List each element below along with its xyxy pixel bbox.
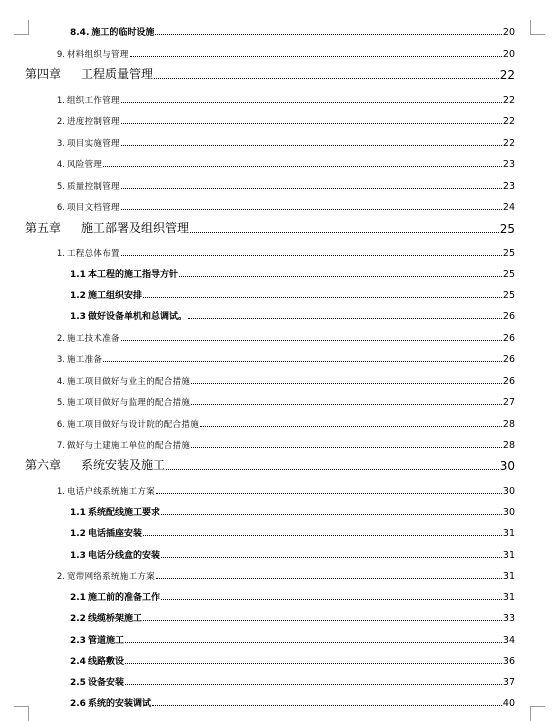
toc-entry-title: 施工准备 xyxy=(67,355,103,365)
toc-entry-title: 风险管理 xyxy=(67,160,103,170)
toc-entry-number: 第四章 xyxy=(25,67,62,81)
toc-entry[interactable] xyxy=(70,672,515,688)
toc-entry[interactable] xyxy=(47,481,515,497)
toc-entry-title: 施工前的准备工作 xyxy=(87,593,160,603)
toc-entry-title: 施工部署及组织管理 xyxy=(81,221,190,235)
toc-entry-page-number: 25 xyxy=(499,222,515,236)
toc-entry-title: 工程质量管理 xyxy=(81,67,154,81)
toc-dot-leader xyxy=(125,684,502,685)
toc-entry[interactable] xyxy=(70,587,515,603)
toc-entry[interactable] xyxy=(70,264,515,280)
toc-entry-number: 8.4. xyxy=(70,28,90,38)
toc-entry-title: 线路敷设 xyxy=(87,657,124,667)
toc-entry-title: 宽带网络系统施工方案 xyxy=(67,572,156,582)
toc-entry-title: 系统的安装调试 xyxy=(87,699,151,709)
toc-entry-title: 管道施工 xyxy=(87,636,124,646)
toc-entry[interactable] xyxy=(70,22,515,38)
toc-entry-number: 7. xyxy=(56,441,65,451)
toc-entry-page-number: 24 xyxy=(502,202,515,213)
toc-entry-page-number: 33 xyxy=(502,613,515,624)
toc-entry-page-number: 30 xyxy=(502,507,515,518)
toc-entry[interactable] xyxy=(47,371,515,387)
toc-entry-number: 3. xyxy=(56,139,65,149)
toc-entry-page-number: 28 xyxy=(502,419,515,430)
toc-dot-leader xyxy=(121,102,502,103)
toc-entry[interactable] xyxy=(47,435,515,451)
toc-entry-number: 1. xyxy=(56,487,65,497)
toc-entry[interactable] xyxy=(47,392,515,408)
toc-entry-number: 1. xyxy=(56,249,65,259)
toc-entry-number: 4. xyxy=(56,377,65,387)
toc-entry-title: 系统配线施工要求 xyxy=(87,508,160,518)
toc-entry-title: 本工程的施工指导方针 xyxy=(87,270,178,280)
toc-entry-title: 电话插座安装 xyxy=(87,529,142,539)
toc-entry[interactable] xyxy=(70,693,515,709)
toc-entry-number: 6. xyxy=(56,203,65,213)
toc-entry-page-number: 31 xyxy=(502,571,515,582)
toc-entry-page-number: 26 xyxy=(502,333,515,344)
crop-mark-top-left xyxy=(14,20,29,35)
toc-entry-title: 施工项目做好与业主的配合措施 xyxy=(67,377,191,387)
toc-entry-number: 1.2 xyxy=(70,529,86,539)
toc-dot-leader xyxy=(125,642,502,643)
toc-entry-page-number: 28 xyxy=(502,440,515,451)
toc-entry-page-number: 22 xyxy=(499,68,515,82)
toc-entry-page-number: 20 xyxy=(502,49,515,60)
toc-entry-title: 施工组织安排 xyxy=(87,291,142,301)
toc-entry-number: 9. xyxy=(56,50,65,60)
toc-dot-leader xyxy=(130,56,502,57)
toc-entry-number: 5. xyxy=(56,182,65,192)
toc-entry-title: 进度控制管理 xyxy=(67,117,120,127)
toc-entry-title: 电话分线盒的安装 xyxy=(87,551,160,561)
toc-entry-number: 2. xyxy=(56,117,65,127)
toc-dot-leader xyxy=(125,663,502,664)
toc-entry[interactable] xyxy=(47,133,515,149)
toc-dot-leader xyxy=(191,383,502,384)
toc-entry[interactable] xyxy=(47,154,515,170)
toc-entry-number: 第五章 xyxy=(25,221,62,235)
toc-entry-page-number: 37 xyxy=(502,677,515,688)
toc-entry-page-number: 40 xyxy=(502,698,515,709)
toc-entry-title: 组织工作管理 xyxy=(67,96,120,106)
toc-entry[interactable] xyxy=(70,523,515,539)
toc-entry-page-number: 26 xyxy=(502,311,515,322)
toc-entry-page-number: 27 xyxy=(502,397,515,408)
toc-entry-number: 1.2 xyxy=(70,291,86,301)
toc-entry-number: 1.1 xyxy=(70,508,86,518)
toc-entry-page-number: 26 xyxy=(502,354,515,365)
toc-entry-number: 2. xyxy=(56,572,65,582)
toc-entry-number: 2.3 xyxy=(70,636,86,646)
toc-entry[interactable] xyxy=(47,243,515,259)
toc-entry-number: 1.3 xyxy=(70,551,86,561)
toc-dot-leader xyxy=(161,514,502,515)
toc-entry[interactable] xyxy=(47,90,515,106)
toc-dot-leader xyxy=(121,255,502,256)
toc-entry-page-number: 31 xyxy=(502,592,515,603)
toc-entry[interactable] xyxy=(70,651,515,667)
toc-dot-leader xyxy=(121,209,502,210)
toc-dot-leader xyxy=(161,599,502,600)
toc-entry-number: 4. xyxy=(56,160,65,170)
toc-dot-leader xyxy=(152,705,502,706)
toc-dot-leader xyxy=(143,620,502,621)
toc-entry-number: 2.4 xyxy=(70,657,86,667)
toc-entry[interactable] xyxy=(70,502,515,518)
toc-entry-number: 第六章 xyxy=(25,458,62,472)
toc-dot-leader xyxy=(166,469,499,470)
toc-entry[interactable] xyxy=(47,176,515,192)
toc-entry-page-number: 22 xyxy=(502,138,515,149)
toc-entry-number: 3. xyxy=(56,355,65,365)
toc-entry-page-number: 34 xyxy=(502,635,515,646)
toc-dot-leader xyxy=(156,578,502,579)
toc-entry-number: 2.1 xyxy=(70,593,86,603)
toc-entry-page-number: 26 xyxy=(502,376,515,387)
toc-entry[interactable] xyxy=(25,64,515,82)
toc-entry-title: 项目实施管理 xyxy=(67,139,120,149)
toc-entry-title: 质量控制管理 xyxy=(67,182,120,192)
toc-entry-title: 电话户线系统施工方案 xyxy=(67,487,156,497)
toc-dot-leader xyxy=(191,404,502,405)
toc-entry[interactable] xyxy=(25,218,515,236)
toc-dot-leader xyxy=(155,34,502,35)
toc-entry-number: 2.2 xyxy=(70,614,86,624)
toc-dot-leader xyxy=(200,426,502,427)
toc-entry[interactable] xyxy=(70,306,515,322)
toc-dot-leader xyxy=(156,493,502,494)
toc-entry[interactable] xyxy=(70,545,515,561)
toc-entry-title: 工程总体布置 xyxy=(67,249,120,259)
toc-entry-page-number: 30 xyxy=(499,459,515,473)
toc-entry-title: 系统安装及施工 xyxy=(81,458,166,472)
toc-dot-leader xyxy=(121,123,502,124)
toc-entry-title: 做好与土建施工单位的配合措施 xyxy=(67,441,191,451)
toc-dot-leader xyxy=(179,276,502,277)
toc-entry-title: 做好设备单机和总调试。 xyxy=(87,312,187,322)
toc-entry-page-number: 31 xyxy=(502,528,515,539)
toc-entry-title: 材料组织与管理 xyxy=(67,50,129,60)
toc-entry-number: 2. xyxy=(56,334,65,344)
toc-entry-title: 项目文档管理 xyxy=(67,203,120,213)
toc-entry[interactable] xyxy=(47,44,515,60)
toc-entry[interactable] xyxy=(70,285,515,301)
toc-entry-title: 设备安装 xyxy=(87,678,124,688)
toc-dot-leader xyxy=(143,535,502,536)
toc-entry-page-number: 22 xyxy=(502,95,515,106)
toc-entry[interactable] xyxy=(47,566,515,582)
toc-entry-page-number: 25 xyxy=(502,290,515,301)
toc-entry-number: 1.3 xyxy=(70,312,86,322)
toc-entry-page-number: 31 xyxy=(502,550,515,561)
toc-entry-number: 1.1 xyxy=(70,270,86,280)
toc-entry-page-number: 25 xyxy=(502,248,515,259)
toc-dot-leader xyxy=(121,188,502,189)
toc-entry-title: 施工技术准备 xyxy=(67,334,120,344)
toc-dot-leader xyxy=(154,78,499,79)
toc-dot-leader xyxy=(103,166,502,167)
toc-entry[interactable] xyxy=(47,414,515,430)
toc-dot-leader xyxy=(103,361,502,362)
toc-dot-leader xyxy=(121,145,502,146)
toc-entry-title: 线缆桥架施工 xyxy=(87,614,142,624)
toc-entry-page-number: 30 xyxy=(502,486,515,497)
toc-entry-page-number: 36 xyxy=(502,656,515,667)
toc-dot-leader xyxy=(121,340,502,341)
toc-entry-title: 施工的临时设施 xyxy=(91,28,155,38)
toc-dot-leader xyxy=(190,232,499,233)
toc-entry-number: 2.5 xyxy=(70,678,86,688)
crop-mark-top-right xyxy=(530,20,545,35)
toc-entry[interactable] xyxy=(47,349,515,365)
toc-entry[interactable] xyxy=(70,630,515,646)
toc-dot-leader xyxy=(191,447,502,448)
toc-dot-leader xyxy=(161,557,502,558)
toc-entry-page-number: 25 xyxy=(502,269,515,280)
toc-entry-page-number: 23 xyxy=(502,159,515,170)
toc-entry[interactable] xyxy=(47,197,515,213)
toc-entry[interactable] xyxy=(70,608,515,624)
toc-entry-page-number: 22 xyxy=(502,116,515,127)
toc-entry-number: 2.6 xyxy=(70,699,86,709)
toc-entry-page-number: 23 xyxy=(502,181,515,192)
toc-entry[interactable] xyxy=(47,111,515,127)
toc-dot-leader xyxy=(143,297,502,298)
toc-entry-title: 施工项目做好与设计院的配合措施 xyxy=(67,420,200,430)
toc-entry-number: 6. xyxy=(56,420,65,430)
toc-dot-leader xyxy=(188,318,502,319)
toc-entry-number: 5. xyxy=(56,398,65,408)
toc-entry[interactable] xyxy=(25,455,515,473)
toc-entry-title: 施工项目做好与监理的配合措施 xyxy=(67,398,191,408)
toc-entry-page-number: 20 xyxy=(502,27,515,38)
toc-entry[interactable] xyxy=(47,328,515,344)
toc-entry-number: 1. xyxy=(56,96,65,106)
